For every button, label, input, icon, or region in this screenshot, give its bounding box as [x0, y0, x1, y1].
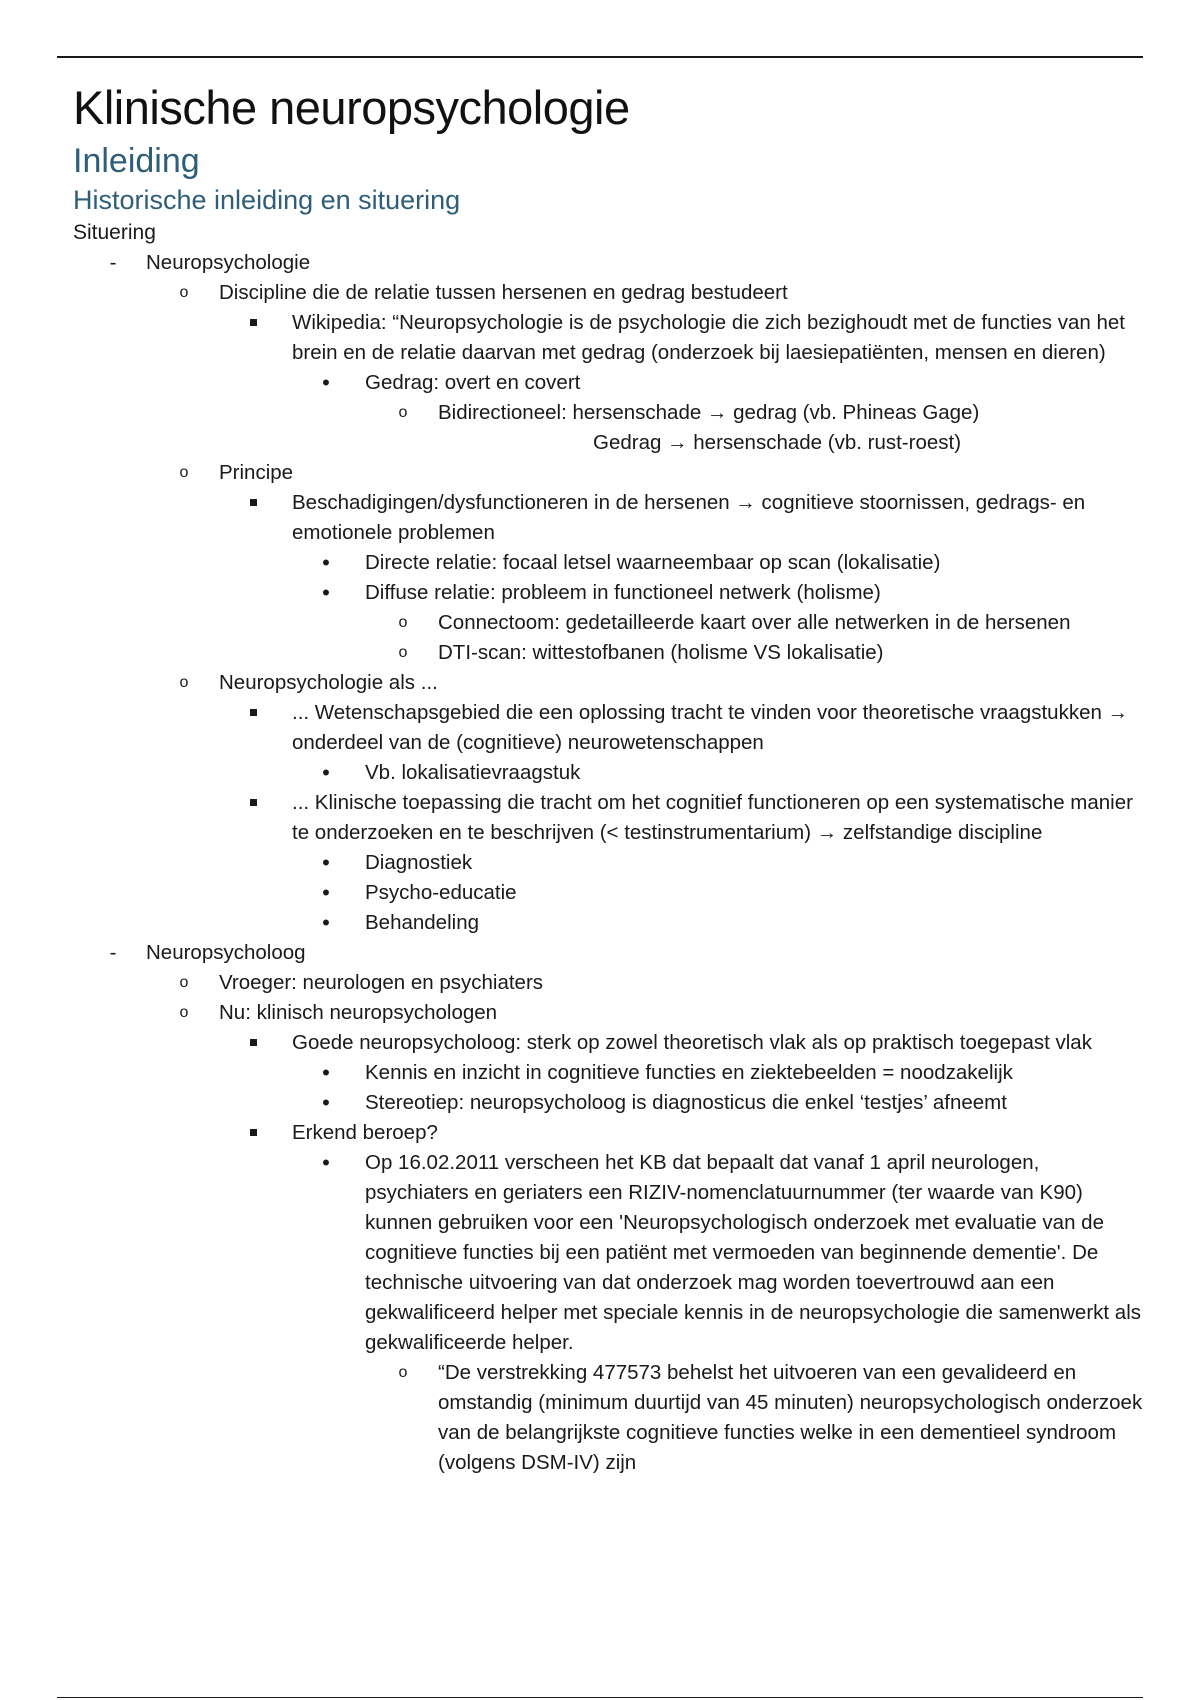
- list-item: • Directe relatie: focaal letsel waarneembaar op scan (lokalisatie): [292, 548, 1143, 578]
- list-item: - Neuropsychologie o Discipline die de relatie tussen hersenen en gedrag bestudeert Wikipedia: “Neuropsychologie is de psychologie die zich bezighoudt met de functies van het brein en de relatie daarvan met gedrag (onderzoek bij laesiepatiënten, mensen en dieren) • Gedrag: overt en covert o Bidirectioneel: hersenschade → gedrag (vb. Phineas Gage) Gedrag → hersenschade (vb. rust-roest) o Principe Beschadigingen/dysfunctioneren in de hersenen → cognitieve stoornissen, gedrags- en emotionele problemen • Directe relatie: focaal letsel waarneembaar op scan (lokalisatie) • Diffuse relatie: probleem in functioneel netwerk (holisme) o Connectoom: gedetailleerde kaart over alle netwerken in de hersenen o DTI-scan: wittestofbanen (holisme VS lokalisatie) o Neuropsychologie als ... ... Wetenschapsgebied die een oplossing tracht te vinden voor theoretische vraagstukken → onderdeel van de (cognitieve) neurowetenschappen • Vb. lokalisatievraagstuk ... Klinische toepassing die tracht om het cognitief functioneren op een systematische manier te onderzoeken en te beschrijven (< testinstrumentarium) → zelfstandige discipline • Diagnostiek • Psycho-educatie • Behandeling: [73, 248, 1143, 938]
- list-item: o Bidirectioneel: hersenschade → gedrag (vb. Phineas Gage) Gedrag → hersenschade (vb. rust-roest): [365, 398, 1143, 458]
- circle-marker: o: [179, 464, 189, 481]
- document-page: [73, 80, 1143, 1478]
- dash-marker: -: [109, 941, 117, 964]
- list-item: o Neuropsychologie als ... ... Wetenschapsgebied die een oplossing tracht te vinden voor theoretische vraagstukken → onderdeel van de (cognitieve) neurowetenschappen • Vb. lokalisatievraagstuk ... Klinische toepassing die tracht om het cognitief functioneren op een systematische manier te onderzoeken en te beschrijven (< testinstrumentarium) → zelfstandige discipline • Diagnostiek • Psycho-educatie • Behandeling: [146, 668, 1143, 938]
- square-bullet-icon: [243, 1028, 263, 1058]
- list-item: • Vb. lokalisatievraagstuk: [292, 758, 1143, 788]
- list-item: o Vroeger: neurologen en psychiaters: [146, 968, 1143, 998]
- list-item: Goede neuropsycholoog: sterk op zowel theoretisch vlak als op praktisch toegepast vlak • Kennis en inzicht in cognitieve functies en ziektebeelden = noodzakelijk • Stereotiep: neuropsycholoog is diagnosticus die enkel ‘testjes’ afneemt: [219, 1028, 1143, 1118]
- square-bullet-icon: [243, 788, 263, 818]
- square-bullet-icon: [243, 488, 263, 518]
- circle-marker: o: [398, 644, 408, 661]
- bullet-marker: •: [322, 370, 330, 395]
- bullet-marker: •: [322, 760, 330, 785]
- bullet-marker: •: [322, 1060, 330, 1085]
- list-item: • Behandeling: [292, 908, 1143, 938]
- bullet-marker: •: [322, 880, 330, 905]
- circle-marker: o: [179, 974, 189, 991]
- document-title: Klinische neuropsychologie: [73, 81, 630, 134]
- list-item: • Diffuse relatie: probleem in functioneel netwerk (holisme) o Connectoom: gedetailleerde kaart over alle netwerken in de hersenen o DTI-scan: wittestofbanen (holisme VS lokalisatie): [292, 578, 1143, 668]
- list-item: • Kennis en inzicht in cognitieve functies en ziektebeelden = noodzakelijk: [292, 1058, 1143, 1088]
- circle-marker: o: [398, 614, 408, 631]
- top-rule: [57, 56, 1143, 58]
- outline-list: [73, 248, 1143, 1478]
- circle-marker: o: [179, 674, 189, 691]
- list-item: • Diagnostiek: [292, 848, 1143, 878]
- circle-marker: o: [398, 404, 408, 421]
- list-item: Erkend beroep? • Op 16.02.2011 verscheen het KB dat bepaalt dat vanaf 1 april neurologen, psychiaters en geriaters een RIZIV-nomenclatuurnummer (ter waarde van K90) kunnen gebruiken voor een 'Neuropsychologisch onderzoek met evaluatie van de cognitieve functies bij een patiënt met vermoeden van beginnende dementie'. De technische uitvoering van dat onderzoek mag worden toevertrouwd aan een gekwalificeerd helper met speciale kennis in de neuropsychologie die samenwerkt als gekwalificeerde helper. o “De verstrekking 477573 behelst het uitvoeren van een gevalideerd en omstandig (minimum duurtijd van 45 minuten) neuropsychologisch onderzoek van de belangrijkste cognitieve functies welke in een dementieel syndroom (volgens DSM-IV) zijn: [219, 1118, 1143, 1478]
- bullet-marker: •: [322, 550, 330, 575]
- circle-marker: o: [179, 284, 189, 301]
- list-item: • Gedrag: overt en covert o Bidirectioneel: hersenschade → gedrag (vb. Phineas Gage) Gedrag → hersenschade (vb. rust-roest): [292, 368, 1143, 458]
- circle-marker: o: [398, 1364, 408, 1381]
- list-item: - Neuropsycholoog o Vroeger: neurologen en psychiaters o Nu: klinisch neuropsychologen Goede neuropsycholoog: sterk op zowel theoretisch vlak als op praktisch toegepast vlak • Kennis en inzicht in cognitieve functies en ziektebeelden = noodzakelijk • Stereotiep: neuropsycholoog is diagnosticus die enkel ‘testjes’ afneemt Erkend beroep? • Op 16.02.2011 verscheen het KB dat bepaalt dat vanaf 1 april neurologen, psychiaters en geriaters een RIZIV-nomenclatuurnummer (ter waarde van K90) kunnen gebruiken voor een 'Neuropsychologisch onderzoek met evaluatie van de cognitieve functies bij een patiënt met vermoeden van beginnende dementie'. De technische uitvoering van dat onderzoek mag worden toevertrouwd aan een gekwalificeerd helper met speciale kennis in de neuropsychologie die samenwerkt als gekwalificeerde helper. o “De verstrekking 477573 behelst het uitvoeren van een gevalideerd en omstandig (minimum duurtijd van 45 minuten) neuropsychologisch onderzoek van de belangrijkste cognitieve functies welke in een dementieel syndroom (volgens DSM-IV) zijn: [73, 938, 1143, 1478]
- heading-historische-inleiding: Historische inleiding en situering: [73, 185, 461, 215]
- list-item: • Op 16.02.2011 verscheen het KB dat bepaalt dat vanaf 1 april neurologen, psychiaters en geriaters een RIZIV-nomenclatuurnummer (ter waarde van K90) kunnen gebruiken voor een 'Neuropsychologisch onderzoek met evaluatie van de cognitieve functies bij een patiënt met vermoeden van beginnende dementie'. De technische uitvoering van dat onderzoek mag worden toevertrouwd aan een gekwalificeerd helper met speciale kennis in de neuropsychologie die samenwerkt als gekwalificeerde helper. o “De verstrekking 477573 behelst het uitvoeren van een gevalideerd en omstandig (minimum duurtijd van 45 minuten) neuropsychologisch onderzoek van de belangrijkste cognitieve functies welke in een dementieel syndroom (volgens DSM-IV) zijn: [292, 1148, 1143, 1478]
- square-bullet-icon: [243, 308, 263, 338]
- bullet-marker: •: [322, 1090, 330, 1115]
- list-item: ... Klinische toepassing die tracht om het cognitief functioneren op een systematische manier te onderzoeken en te beschrijven (< testinstrumentarium) → zelfstandige discipline • Diagnostiek • Psycho-educatie • Behandeling: [219, 788, 1143, 938]
- bullet-marker: •: [322, 1150, 330, 1175]
- square-bullet-icon: [243, 698, 263, 728]
- bullet-marker: •: [322, 850, 330, 875]
- bottom-rule: [57, 1697, 1143, 1698]
- list-item: o Principe Beschadigingen/dysfunctioneren in de hersenen → cognitieve stoornissen, gedrags- en emotionele problemen • Directe relatie: focaal letsel waarneembaar op scan (lokalisatie) • Diffuse relatie: probleem in functioneel netwerk (holisme) o Connectoom: gedetailleerde kaart over alle netwerken in de hersenen o DTI-scan: wittestofbanen (holisme VS lokalisatie): [146, 458, 1143, 668]
- square-bullet-icon: [243, 1118, 263, 1148]
- list-item: o Discipline die de relatie tussen hersenen en gedrag bestudeert Wikipedia: “Neuropsychologie is de psychologie die zich bezighoudt met de functies van het brein en de relatie daarvan met gedrag (onderzoek bij laesiepatiënten, mensen en dieren) • Gedrag: overt en covert o Bidirectioneel: hersenschade → gedrag (vb. Phineas Gage) Gedrag → hersenschade (vb. rust-roest): [146, 278, 1143, 458]
- list-item: o DTI-scan: wittestofbanen (holisme VS lokalisatie): [365, 638, 1143, 668]
- dash-marker: -: [109, 251, 117, 274]
- list-item: ... Wetenschapsgebied die een oplossing tracht te vinden voor theoretische vraagstukken → onderdeel van de (cognitieve) neurowetenschappen • Vb. lokalisatievraagstuk: [219, 698, 1143, 788]
- bullet-marker: •: [322, 910, 330, 935]
- list-item: o “De verstrekking 477573 behelst het uitvoeren van een gevalideerd en omstandig (minimum duurtijd van 45 minuten) neuropsychologisch onderzoek van de belangrijkste cognitieve functies welke in een dementieel syndroom (volgens DSM-IV) zijn: [365, 1358, 1143, 1478]
- list-item: o Connectoom: gedetailleerde kaart over alle netwerken in de hersenen: [365, 608, 1143, 638]
- circle-marker: o: [179, 1004, 189, 1021]
- list-item: • Stereotiep: neuropsycholoog is diagnosticus die enkel ‘testjes’ afneemt: [292, 1088, 1143, 1118]
- list-item: Beschadigingen/dysfunctioneren in de hersenen → cognitieve stoornissen, gedrags- en emotionele problemen • Directe relatie: focaal letsel waarneembaar op scan (lokalisatie) • Diffuse relatie: probleem in functioneel netwerk (holisme) o Connectoom: gedetailleerde kaart over alle netwerken in de hersenen o DTI-scan: wittestofbanen (holisme VS lokalisatie): [219, 488, 1143, 668]
- heading-inleiding: Inleiding: [73, 142, 200, 180]
- bullet-marker: •: [322, 580, 330, 605]
- list-item: • Psycho-educatie: [292, 878, 1143, 908]
- list-item: Wikipedia: “Neuropsychologie is de psychologie die zich bezighoudt met de functies van het brein en de relatie daarvan met gedrag (onderzoek bij laesiepatiënten, mensen en dieren) • Gedrag: overt en covert o Bidirectioneel: hersenschade → gedrag (vb. Phineas Gage) Gedrag → hersenschade (vb. rust-roest): [219, 308, 1143, 458]
- situering-label: Situering: [73, 221, 156, 244]
- list-item: o Nu: klinisch neuropsychologen Goede neuropsycholoog: sterk op zowel theoretisch vlak als op praktisch toegepast vlak • Kennis en inzicht in cognitieve functies en ziektebeelden = noodzakelijk • Stereotiep: neuropsycholoog is diagnosticus die enkel ‘testjes’ afneemt Erkend beroep? • Op 16.02.2011 verscheen het KB dat bepaalt dat vanaf 1 april neurologen, psychiaters en geriaters een RIZIV-nomenclatuurnummer (ter waarde van K90) kunnen gebruiken voor een 'Neuropsychologisch onderzoek met evaluatie van de cognitieve functies bij een patiënt met vermoeden van beginnende dementie'. De technische uitvoering van dat onderzoek mag worden toevertrouwd aan een gekwalificeerd helper met speciale kennis in de neuropsychologie die samenwerkt als gekwalificeerde helper. o “De verstrekking 477573 behelst het uitvoeren van een gevalideerd en omstandig (minimum duurtijd van 45 minuten) neuropsychologisch onderzoek van de belangrijkste cognitieve functies welke in een dementieel syndroom (volgens DSM-IV) zijn: [146, 998, 1143, 1478]
